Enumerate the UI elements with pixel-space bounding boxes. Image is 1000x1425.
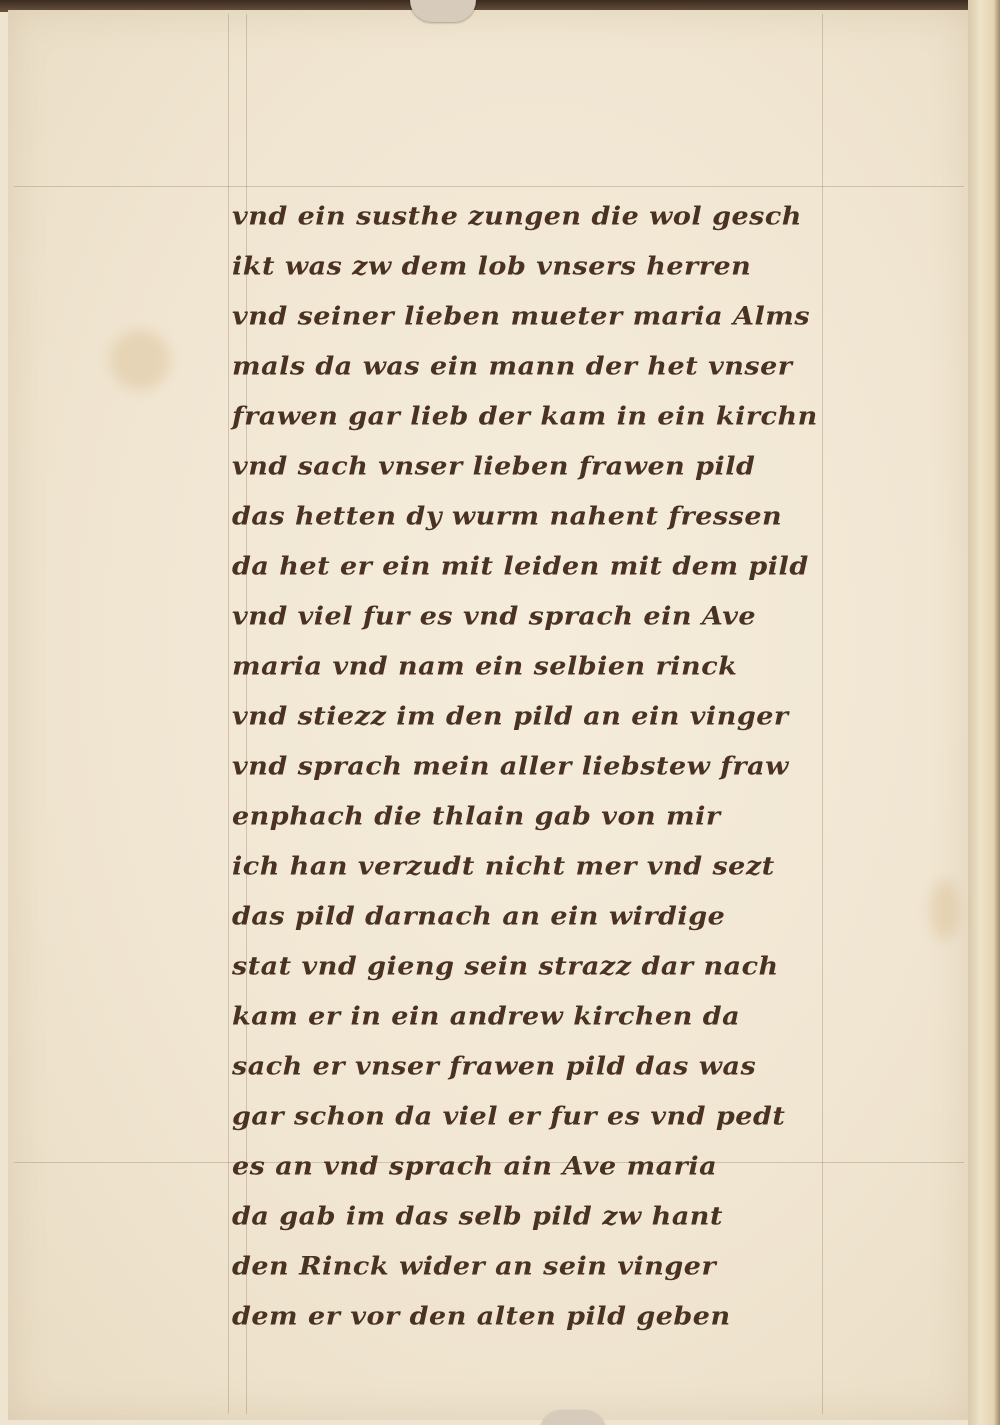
manuscript-line: maria vnd nam ein selbien rinck	[232, 652, 738, 681]
ruling-vertical-left	[228, 14, 229, 1414]
manuscript-line: den Rinck wider an sein vinger	[232, 1252, 717, 1281]
manuscript-line: kam er in ein andrew kirchen da	[232, 1002, 741, 1031]
manuscript-line: vnd ein susthe zungen die wol gesch	[232, 202, 802, 231]
manuscript-line: ich han verzudt nicht mer vnd sezt	[232, 852, 775, 881]
manuscript-line: vnd sach vnser lieben frawen pild	[232, 452, 756, 481]
book-fore-edge	[968, 0, 1000, 1425]
manuscript-line: da het er ein mit leiden mit dem pild	[232, 552, 809, 581]
manuscript-line: ikt was zw dem lob vnsers herren	[232, 252, 752, 281]
manuscript-line: sach er vnser frawen pild das was	[232, 1052, 757, 1081]
manuscript-line: vnd viel fur es vnd sprach ein Ave	[232, 602, 757, 631]
manuscript-line: es an vnd sprach ain Ave maria	[232, 1152, 718, 1181]
manuscript-line: stat vnd gieng sein strazz dar nach	[232, 952, 779, 981]
manuscript-line: vnd stiezz im den pild an ein vinger	[232, 702, 789, 731]
manuscript-line: frawen gar lieb der kam in ein kirchn	[232, 402, 818, 431]
stain-left	[110, 330, 170, 390]
manuscript-line: vnd seiner lieben mueter maria Alms	[232, 302, 811, 331]
ruling-horizontal-top	[14, 186, 964, 187]
manuscript-line: enphach die thlain gab von mir	[232, 802, 721, 831]
manuscript-line: vnd sprach mein aller liebstew fraw	[232, 752, 789, 781]
manuscript-line: da gab im das selb pild zw hant	[232, 1202, 723, 1231]
manuscript-line: dem er vor den alten pild geben	[232, 1302, 731, 1331]
manuscript-line: gar schon da viel er fur es vnd pedt	[232, 1102, 786, 1131]
manuscript-line: das pild darnach an ein wirdige	[232, 902, 726, 931]
manuscript-line: mals da was ein mann der het vnser	[232, 352, 793, 381]
manuscript-text-block	[232, 192, 862, 1342]
manuscript-line: das hetten dy wurm nahent fressen	[232, 502, 783, 531]
stain-right	[930, 880, 960, 940]
